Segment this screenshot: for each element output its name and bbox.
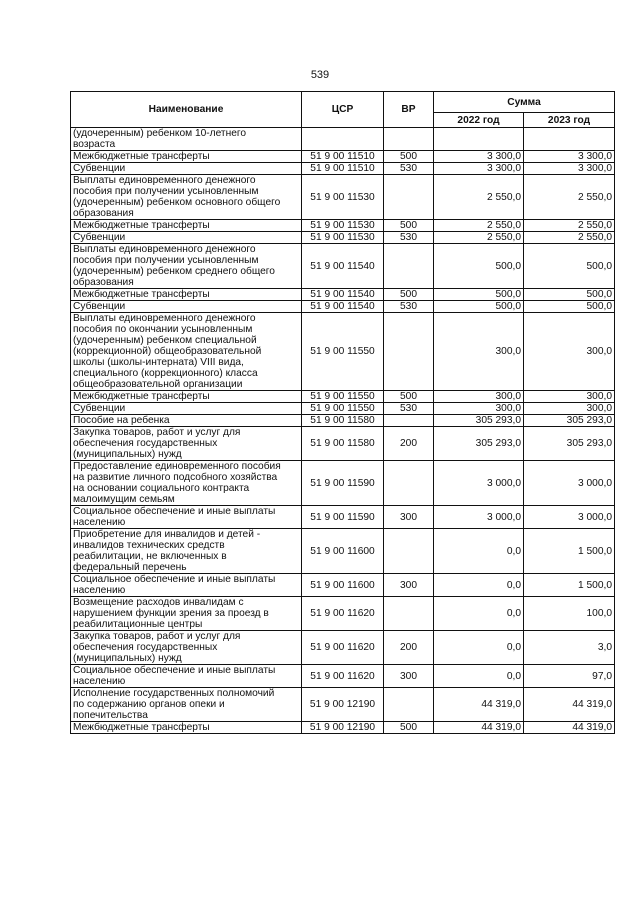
row-2023-cell: 305 293,0	[524, 427, 615, 461]
row-name-cell: Пособие на ребенка	[71, 415, 302, 427]
table-row	[71, 461, 615, 506]
row-vr-cell: 530	[384, 163, 434, 175]
row-2022-cell: 3 300,0	[434, 163, 524, 175]
row-2023-cell: 300,0	[524, 313, 615, 391]
row-2023-cell: 500,0	[524, 301, 615, 313]
row-2022-cell: 0,0	[434, 529, 524, 574]
table-row	[71, 128, 615, 151]
row-2023-cell: 1 500,0	[524, 574, 615, 597]
row-vr-cell: 530	[384, 403, 434, 415]
row-2023-cell: 3 300,0	[524, 163, 615, 175]
table-row	[71, 688, 615, 722]
table-row	[71, 313, 615, 391]
row-2023-cell	[524, 128, 615, 151]
table-body	[71, 128, 615, 734]
row-name-cell: Закупка товаров, работ и услуг для обеспечения государственных (муниципальных) нужд	[71, 427, 302, 461]
row-name-cell: Межбюджетные трансферты	[71, 151, 302, 163]
row-2022-cell: 0,0	[434, 665, 524, 688]
row-vr-cell: 500	[384, 220, 434, 232]
row-2022-cell: 0,0	[434, 597, 524, 631]
row-2022-cell: 500,0	[434, 244, 524, 289]
row-vr-cell	[384, 128, 434, 151]
row-2023-cell: 300,0	[524, 391, 615, 403]
row-2022-cell: 3 000,0	[434, 506, 524, 529]
row-csr-cell: 51 9 00 11540	[302, 301, 384, 313]
row-vr-cell	[384, 597, 434, 631]
row-2023-cell: 3,0	[524, 631, 615, 665]
row-name-cell: Субвенции	[71, 163, 302, 175]
row-name-cell: Субвенции	[71, 232, 302, 244]
row-2022-cell: 300,0	[434, 403, 524, 415]
row-name-cell: Социальное обеспечение и иные выплаты населению	[71, 506, 302, 529]
row-csr-cell	[302, 128, 384, 151]
row-name-cell: Межбюджетные трансферты	[71, 391, 302, 403]
table-row	[71, 391, 615, 403]
row-2023-cell: 3 000,0	[524, 461, 615, 506]
column-header-2022: 2022 год	[434, 113, 524, 128]
row-csr-cell: 51 9 00 11530	[302, 175, 384, 220]
row-2023-cell: 44 319,0	[524, 688, 615, 722]
row-csr-cell: 51 9 00 11540	[302, 289, 384, 301]
row-2023-cell: 2 550,0	[524, 220, 615, 232]
row-vr-cell: 300	[384, 665, 434, 688]
row-name-cell: Субвенции	[71, 301, 302, 313]
row-csr-cell: 51 9 00 12190	[302, 688, 384, 722]
table-row	[71, 151, 615, 163]
row-csr-cell: 51 9 00 11550	[302, 391, 384, 403]
row-2022-cell: 3 300,0	[434, 151, 524, 163]
row-2023-cell: 2 550,0	[524, 232, 615, 244]
table-row	[71, 403, 615, 415]
row-vr-cell	[384, 688, 434, 722]
row-2022-cell: 2 550,0	[434, 220, 524, 232]
table-row	[71, 665, 615, 688]
row-name-cell: Выплаты единовременного денежного пособия при получении усыновленным (удочеренным) ребенком среднего общего образования	[71, 244, 302, 289]
budget-table	[70, 91, 615, 734]
row-2023-cell: 97,0	[524, 665, 615, 688]
row-name-cell: Межбюджетные трансферты	[71, 722, 302, 734]
table-row	[71, 289, 615, 301]
table-row	[71, 722, 615, 734]
row-vr-cell	[384, 244, 434, 289]
table-row	[71, 574, 615, 597]
table-row	[71, 244, 615, 289]
column-header-vr: ВР	[384, 92, 434, 128]
row-name-cell: Социальное обеспечение и иные выплаты населению	[71, 574, 302, 597]
table-row	[71, 301, 615, 313]
table-row	[71, 220, 615, 232]
row-csr-cell: 51 9 00 12190	[302, 722, 384, 734]
row-vr-cell: 530	[384, 232, 434, 244]
row-vr-cell	[384, 461, 434, 506]
row-2023-cell: 305 293,0	[524, 415, 615, 427]
row-2023-cell: 500,0	[524, 289, 615, 301]
row-csr-cell: 51 9 00 11620	[302, 631, 384, 665]
row-2022-cell: 0,0	[434, 631, 524, 665]
row-2022-cell: 305 293,0	[434, 415, 524, 427]
column-header-csr: ЦСР	[302, 92, 384, 128]
table-row	[71, 506, 615, 529]
row-vr-cell: 500	[384, 722, 434, 734]
row-2022-cell: 2 550,0	[434, 232, 524, 244]
row-vr-cell	[384, 313, 434, 391]
column-header-2023: 2023 год	[524, 113, 615, 128]
row-name-cell: Субвенции	[71, 403, 302, 415]
row-2023-cell: 44 319,0	[524, 722, 615, 734]
row-csr-cell: 51 9 00 11600	[302, 529, 384, 574]
row-2023-cell: 300,0	[524, 403, 615, 415]
row-2023-cell: 100,0	[524, 597, 615, 631]
row-2022-cell: 0,0	[434, 574, 524, 597]
table-row	[71, 631, 615, 665]
row-name-cell: Межбюджетные трансферты	[71, 289, 302, 301]
row-csr-cell: 51 9 00 11620	[302, 597, 384, 631]
row-vr-cell: 200	[384, 631, 434, 665]
row-2022-cell: 2 550,0	[434, 175, 524, 220]
row-name-cell: Закупка товаров, работ и услуг для обеспечения государственных (муниципальных) нужд	[71, 631, 302, 665]
table-row	[71, 232, 615, 244]
row-2022-cell: 44 319,0	[434, 688, 524, 722]
row-csr-cell: 51 9 00 11550	[302, 403, 384, 415]
row-vr-cell: 300	[384, 574, 434, 597]
row-2022-cell: 3 000,0	[434, 461, 524, 506]
table-row	[71, 597, 615, 631]
row-csr-cell: 51 9 00 11580	[302, 427, 384, 461]
row-csr-cell: 51 9 00 11590	[302, 461, 384, 506]
row-vr-cell: 500	[384, 151, 434, 163]
table-row	[71, 415, 615, 427]
row-name-cell: (удочеренным) ребенком 10-летнего возраста	[71, 128, 302, 151]
row-csr-cell: 51 9 00 11620	[302, 665, 384, 688]
row-csr-cell: 51 9 00 11590	[302, 506, 384, 529]
table-row	[71, 529, 615, 574]
row-csr-cell: 51 9 00 11600	[302, 574, 384, 597]
row-vr-cell	[384, 175, 434, 220]
row-vr-cell	[384, 529, 434, 574]
row-name-cell: Социальное обеспечение и иные выплаты населению	[71, 665, 302, 688]
row-2022-cell: 300,0	[434, 313, 524, 391]
row-vr-cell: 530	[384, 301, 434, 313]
row-csr-cell: 51 9 00 11530	[302, 220, 384, 232]
row-csr-cell: 51 9 00 11530	[302, 232, 384, 244]
row-2022-cell: 500,0	[434, 289, 524, 301]
table-row	[71, 175, 615, 220]
row-2022-cell: 500,0	[434, 301, 524, 313]
row-name-cell: Приобретение для инвалидов и детей - инвалидов технических средств реабилитации, не включенных в федеральный перечень	[71, 529, 302, 574]
row-2023-cell: 3 000,0	[524, 506, 615, 529]
row-2023-cell: 2 550,0	[524, 175, 615, 220]
row-2022-cell: 300,0	[434, 391, 524, 403]
table-row	[71, 163, 615, 175]
row-csr-cell: 51 9 00 11510	[302, 151, 384, 163]
row-vr-cell: 200	[384, 427, 434, 461]
row-csr-cell: 51 9 00 11510	[302, 163, 384, 175]
row-name-cell: Возмещение расходов инвалидам с нарушением функции зрения за проезд в реабилитационные центры	[71, 597, 302, 631]
row-name-cell: Выплаты единовременного денежного пособия по окончании усыновленным (удочеренным) ребенком специальной (коррекционной) общеобразовательной школы (школы-интерната) VIII вида, специального (коррекционного) класса общеобразовательной организации	[71, 313, 302, 391]
row-vr-cell: 500	[384, 289, 434, 301]
row-csr-cell: 51 9 00 11540	[302, 244, 384, 289]
row-csr-cell: 51 9 00 11580	[302, 415, 384, 427]
row-vr-cell	[384, 415, 434, 427]
row-2023-cell: 3 300,0	[524, 151, 615, 163]
row-vr-cell: 500	[384, 391, 434, 403]
row-2022-cell	[434, 128, 524, 151]
table-row	[71, 427, 615, 461]
row-name-cell: Исполнение государственных полномочий по содержанию органов опеки и попечительства	[71, 688, 302, 722]
row-2023-cell: 500,0	[524, 244, 615, 289]
column-header-sum: Сумма	[434, 92, 615, 113]
column-header-name: Наименование	[71, 92, 302, 128]
row-2023-cell: 1 500,0	[524, 529, 615, 574]
page-number: 539	[310, 69, 330, 81]
row-name-cell: Предоставление единовременного пособия на развитие личного подсобного хозяйства на основании социального контракта малоимущим семьям	[71, 461, 302, 506]
row-csr-cell: 51 9 00 11550	[302, 313, 384, 391]
row-vr-cell: 300	[384, 506, 434, 529]
row-2022-cell: 305 293,0	[434, 427, 524, 461]
row-2022-cell: 44 319,0	[434, 722, 524, 734]
row-name-cell: Выплаты единовременного денежного пособия при получении усыновленным (удочеренным) ребенком основного общего образования	[71, 175, 302, 220]
row-name-cell: Межбюджетные трансферты	[71, 220, 302, 232]
